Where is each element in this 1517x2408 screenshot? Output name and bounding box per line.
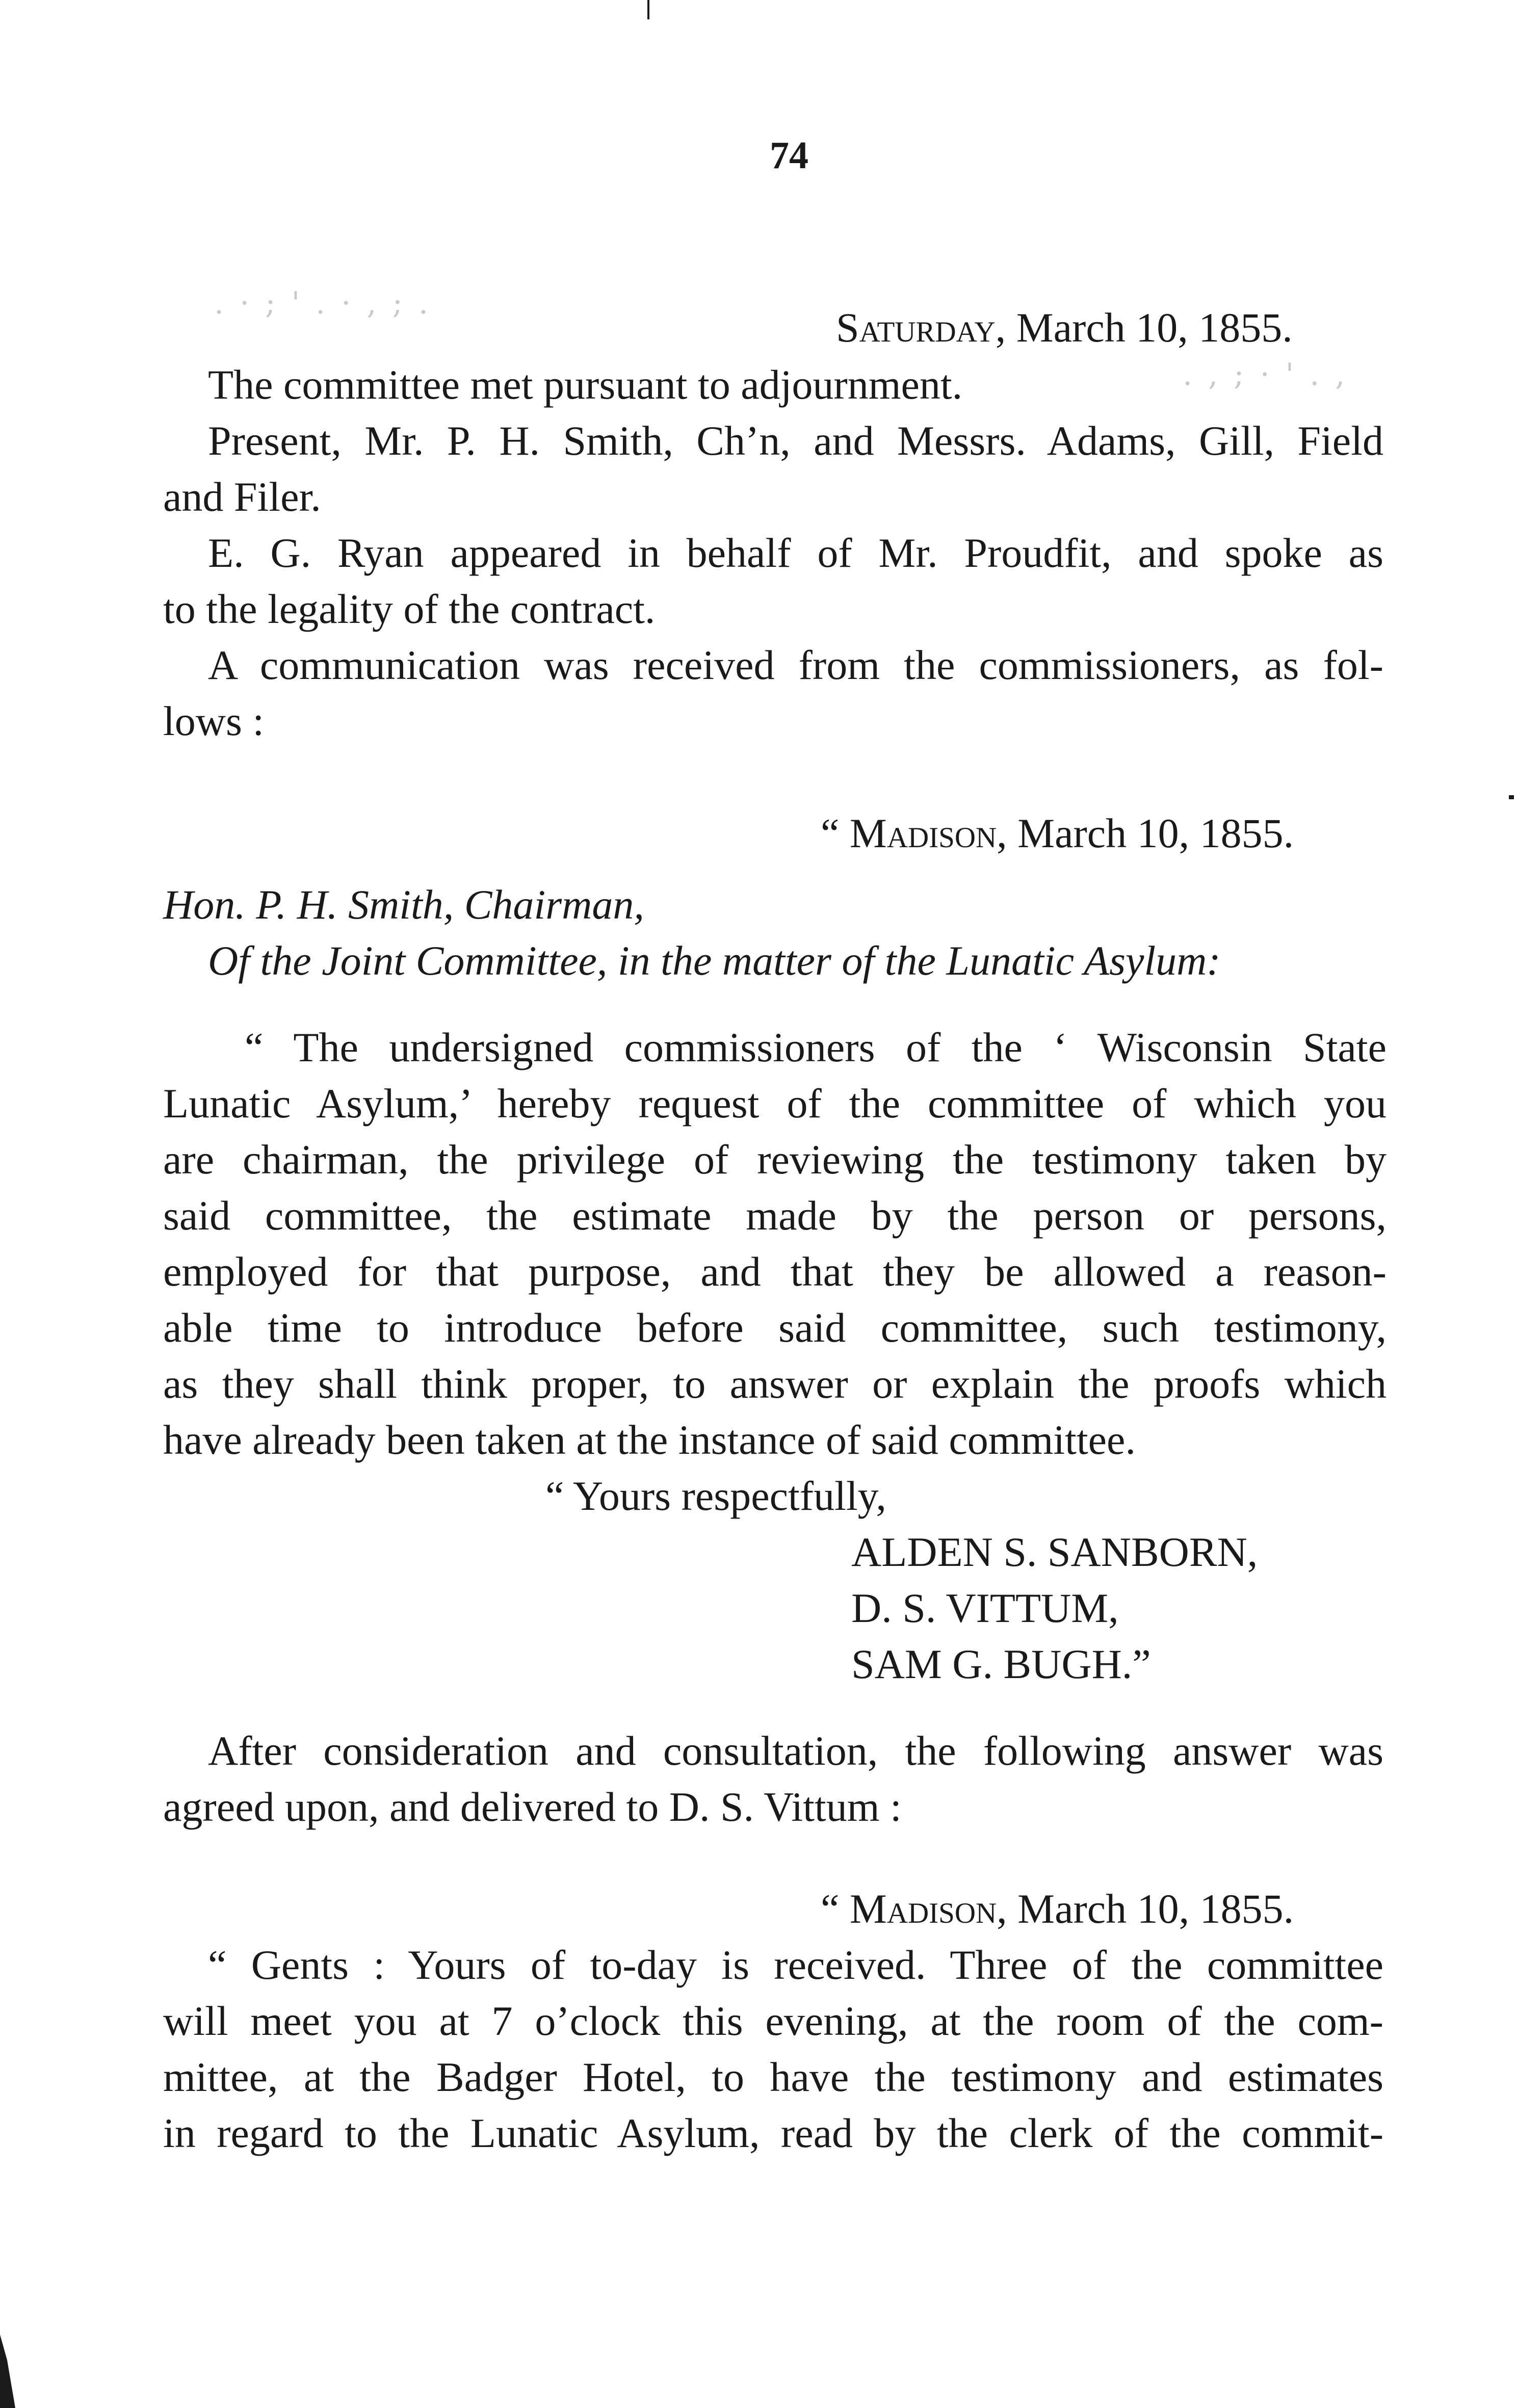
letter-body-line: employed for that purpose, and that they be allowed a reason- xyxy=(163,1248,1387,1295)
dateline-date: , March 10, 1855. xyxy=(997,810,1294,856)
dateline-day: Saturday xyxy=(836,304,996,351)
reply-body-line: will meet you at 7 o’clock this evening, at the room of the com- xyxy=(163,1998,1383,2044)
letter-body-line: “ The undersigned commissioners of the ‘ Wisconsin State xyxy=(245,1024,1387,1070)
page-number: 74 xyxy=(770,134,808,177)
bleed-through-text: . · ; ' . · , ; . xyxy=(214,285,431,321)
dateline xyxy=(836,300,1293,356)
letter-body-line: Lunatic Asylum,’ hereby request of the committee of which you xyxy=(163,1080,1387,1127)
paragraph-line: E. G. Ryan appeared in behalf of Mr. Proudfit, and spoke as xyxy=(208,530,1383,576)
paragraph-line: The committee met pursuant to adjournment. xyxy=(208,361,963,408)
paragraph-line: A communication was received from the commissioners, as fol- xyxy=(208,642,1383,688)
letter-dateline xyxy=(821,805,1294,861)
paragraph-line: lows : xyxy=(163,698,265,744)
dateline-date: , March 10, 1855. xyxy=(997,1886,1294,1932)
signature-line: SAM G. BUGH.” xyxy=(851,1641,1151,1687)
signature-line: D. S. VITTUM, xyxy=(851,1585,1119,1631)
letter-addressee: Hon. P. H. Smith, Chairman, xyxy=(163,881,644,928)
letter-body-line: able time to introduce before said committee, such testimony, xyxy=(163,1304,1387,1351)
dateline-place: Madison xyxy=(849,810,997,856)
paragraph-line: After consideration and consultation, the following answer was xyxy=(208,1728,1383,1774)
reply-dateline xyxy=(821,1881,1294,1937)
letter-body-line: as they shall think proper, to answer or explain the proofs which xyxy=(163,1360,1387,1407)
letter-closing: “ Yours respectfully, xyxy=(545,1473,886,1519)
dateline-date: , March 10, 1855. xyxy=(995,304,1293,351)
letter-body-line: said committee, the estimate made by the person or persons, xyxy=(163,1192,1387,1239)
dateline-quote: “ xyxy=(821,810,850,856)
letter-body-line: are chairman, the privilege of reviewing the testimony taken by xyxy=(163,1136,1387,1183)
reply-body-line: “ Gents : Yours of to-day is received. Three of the committee xyxy=(208,1942,1383,1988)
dateline-place: Madison xyxy=(849,1886,997,1932)
scan-corner-mark xyxy=(0,2324,31,2408)
edge-mark xyxy=(1509,795,1514,799)
edge-mark xyxy=(647,0,649,19)
paragraph-line: to the legality of the contract. xyxy=(163,586,656,632)
bleed-through-text: . , ; · ' . , xyxy=(1183,357,1348,392)
signature-line: ALDEN S. SANBORN, xyxy=(851,1529,1258,1575)
dateline-quote: “ xyxy=(821,1886,850,1932)
letter-addressee-committee: Of the Joint Committee, in the matter of the Lunatic Asylum: xyxy=(208,937,1221,984)
reply-body-line: mittee, at the Badger Hotel, to have the testimony and estimates xyxy=(163,2054,1383,2100)
reply-body-line: in regard to the Lunatic Asylum, read by the clerk of the commit- xyxy=(163,2110,1383,2156)
paragraph-line: agreed upon, and delivered to D. S. Vittum : xyxy=(163,1784,902,1830)
letter-body-line: have already been taken at the instance of said committee. xyxy=(163,1417,1136,1463)
paragraph-line: Present, Mr. P. H. Smith, Ch’n, and Messrs. Adams, Gill, Field xyxy=(208,417,1383,464)
paragraph-line: and Filer. xyxy=(163,474,321,520)
